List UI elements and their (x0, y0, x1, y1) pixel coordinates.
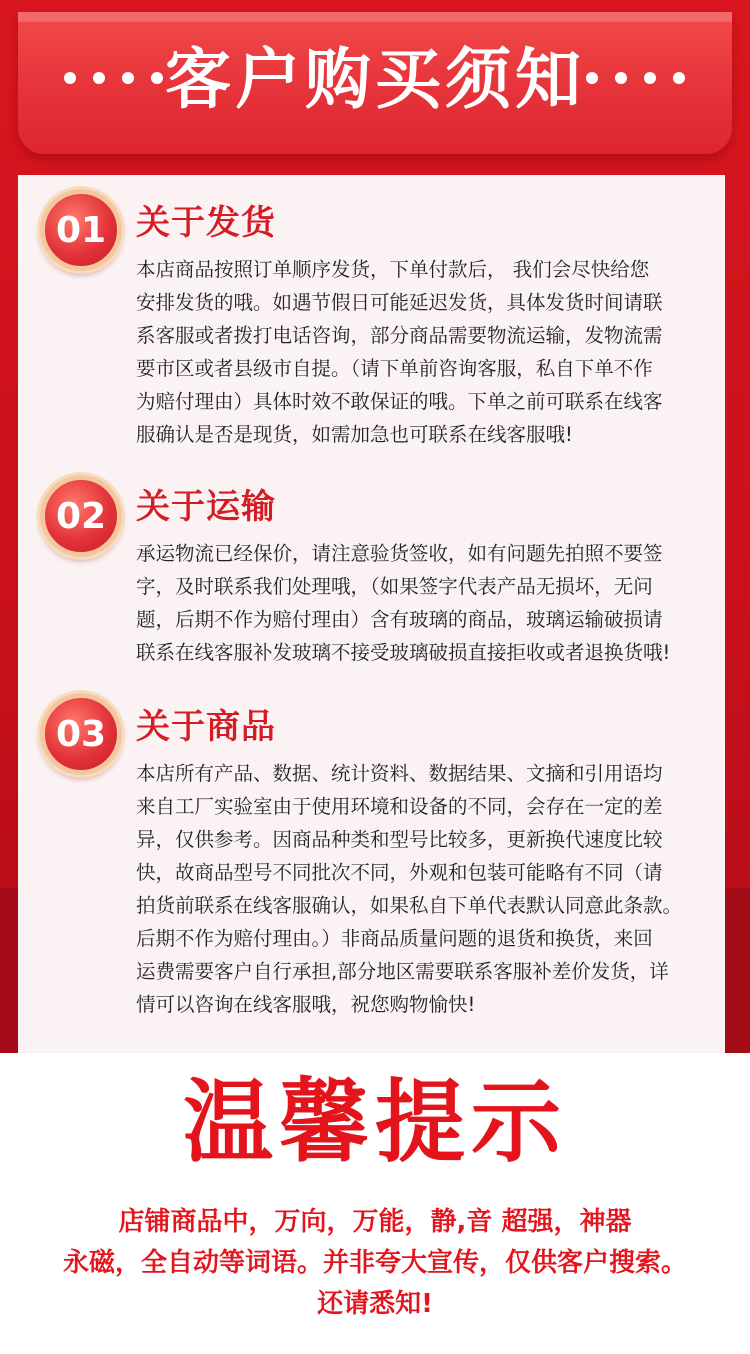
section-title: 关于商品 (136, 707, 276, 747)
body-line: 快，故商品型号不同批次不同，外观和包装可能略有不同（请 (136, 861, 663, 884)
section-number-badge: 02 (40, 475, 122, 557)
dot-icon (615, 72, 627, 84)
body-line: 联系在线客服补发玻璃不接受玻璃破损直接拒收或者退换货哦! (136, 641, 671, 664)
dot-icon (586, 72, 598, 84)
tip-line: 永磁，全自动等词语。并非夸大宣传，仅供客户搜索。 (62, 1248, 687, 1278)
body-line: 要市区或者县级市自提。（请下单前咨询客服，私自下单不作 (136, 357, 653, 380)
body-line: 服确认是否是现货，如需加急也可联系在线客服哦! (136, 423, 573, 446)
body-line: 字，及时联系我们处理哦，（如果签字代表产品无损坏，无问 (136, 575, 653, 598)
banner-shine (18, 12, 732, 22)
header-banner (18, 12, 732, 154)
warm-tip-body (0, 1202, 750, 1325)
dot-icon (644, 72, 656, 84)
warm-tip-title: 温馨提示 (183, 1070, 567, 1175)
tip-line: 店铺商品中，万向，万能，静,音 超强，神器 (118, 1207, 632, 1237)
body-line: 安排发货的哦。如遇节假日可能延迟发货，具体发货时间请联 (136, 291, 663, 314)
body-line: 系客服或者拨打电话咨询，部分商品需要物流运输，发物流需 (136, 324, 663, 347)
body-line: 后期不作为赔付理由。）非商品质量问题的退货和换货，来回 (136, 927, 653, 950)
section-body (136, 537, 706, 669)
body-line: 异，仅供参考。因商品种类和型号比较多，更新换代速度比较 (136, 828, 663, 851)
right-dots-decoration (586, 72, 685, 84)
section-number-badge: 01 (40, 189, 122, 271)
body-line: 运费需要客户自行承担,部分地区需要联系客服补差价发货，详 (136, 960, 669, 983)
tip-line: 还请悉知! (317, 1289, 433, 1319)
section-number-badge: 03 (40, 693, 122, 775)
body-line: 拍货前联系在线客服确认，如果私自下单代表默认同意此条款。 (136, 894, 683, 917)
section-title: 关于发货 (136, 203, 276, 243)
body-line: 来自工厂实验室由于使用环境和设备的不同，会存在一定的差 (136, 795, 663, 818)
body-line: 为赔付理由）具体时效不敢保证的哦。下单之前可联系在线客 (136, 390, 663, 413)
body-line: 承运物流已经保价，请注意验货签收，如有问题先拍照不要签 (136, 542, 663, 565)
body-line: 情可以咨询在线客服哦，祝您购物愉快! (136, 993, 476, 1016)
body-line: 本店所有产品、数据、统计资料、数据结果、文摘和引用语均 (136, 762, 663, 785)
section-body (136, 253, 706, 451)
dot-icon (673, 72, 685, 84)
page-title: 客户购买须知 (165, 41, 585, 118)
body-line: 题，后期不作为赔付理由）含有玻璃的商品，玻璃运输破损请 (136, 608, 663, 631)
section-body (136, 757, 706, 1021)
notice-card (18, 175, 725, 1053)
body-line: 本店商品按照订单顺序发货，下单付款后， 我们会尽快给您 (136, 258, 650, 281)
section-title: 关于运输 (136, 487, 276, 527)
